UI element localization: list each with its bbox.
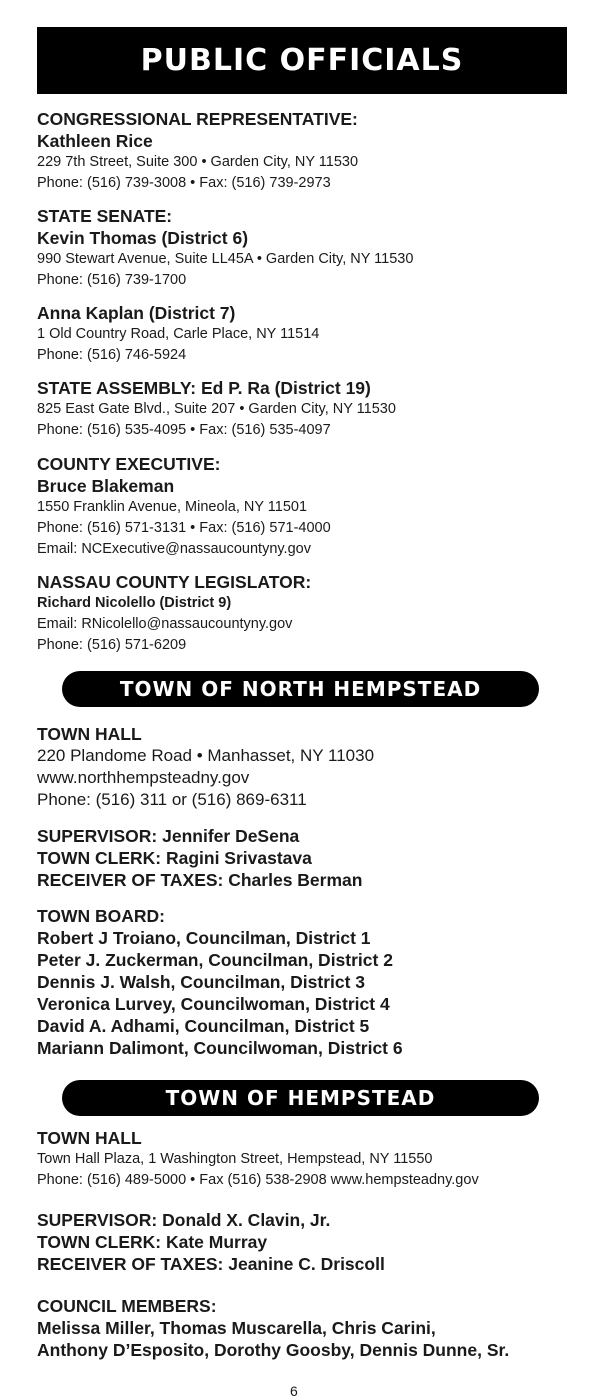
address: 220 Plandome Road • Manhasset, NY 11030 [37,746,375,765]
section-title: TOWN OF HEMPSTEAD [165,1086,436,1110]
board-member: Veronica Lurvey, Councilwoman, District 4 [37,994,390,1014]
board-member: Peter J. Zuckerman, Councilman, District 2 [37,950,393,970]
receiver-of-taxes: RECEIVER OF TAXES: Jeanine C. Driscoll [37,1254,385,1274]
town-clerk: TOWN CLERK: Ragini Srivastava [37,848,312,868]
board-member: Mariann Dalimont, Councilwoman, District 6 [37,1038,403,1058]
hempstead-banner [62,1080,539,1116]
senate-section [37,205,577,291]
h-officers [37,1209,577,1275]
section-heading: NASSAU COUNTY LEGISLATOR: [37,572,312,592]
assembly-section [37,377,577,441]
section-heading: STATE SENATE: [37,206,173,226]
nh-town-hall [37,723,577,811]
h-council [37,1295,577,1361]
address: 1550 Franklin Avenue, Mineola, NY 11501 [37,499,308,515]
title-banner [37,27,567,94]
phone: Phone: (516) 739-3008 • Fax: (516) 739-2973 [37,175,331,191]
board-member: David A. Adhami, Councilman, District 5 [37,1016,370,1036]
north-hempstead-banner [62,671,539,707]
supervisor: SUPERVISOR: Jennifer DeSena [37,826,300,846]
nh-town-board [37,905,577,1059]
phone: Phone: (516) 571-3131 • Fax: (516) 571-4000 [37,520,331,536]
phone: Phone: (516) 571-6209 [37,637,187,653]
address: 229 7th Street, Suite 300 • Garden City, NY 11530 [37,154,359,170]
phone: Phone: (516) 535-4095 • Fax: (516) 535-4097 [37,422,331,438]
address: 825 East Gate Blvd., Suite 207 • Garden City, NY 11530 [37,401,396,417]
official-name: Bruce Blakeman [37,476,175,496]
official-name: Kathleen Rice [37,131,153,151]
phone: Phone: (516) 739-1700 [37,272,187,288]
email: Email: NCExecutive@nassaucountyny.gov [37,541,311,557]
nh-officers [37,825,577,891]
address: 990 Stewart Avenue, Suite LL45A • Garden City, NY 11530 [37,251,414,267]
senate-section-2 [37,302,577,366]
phone: Phone: (516) 489-5000 • Fax (516) 538-2908 www.hempsteadny.gov [37,1172,479,1188]
section-heading: TOWN HALL [37,1128,142,1148]
section-heading: TOWN BOARD: [37,906,165,926]
section-heading: TOWN HALL [37,724,142,744]
legislator-section [37,571,577,656]
page-number: 6 [290,1383,298,1399]
council-members: Anthony D’Esposito, Dorothy Goosby, Dennis Dunne, Sr. [37,1340,510,1360]
supervisor: SUPERVISOR: Donald X. Clavin, Jr. [37,1210,331,1230]
section-heading: COUNCIL MEMBERS: [37,1296,217,1316]
county-exec-section [37,453,577,560]
address: Town Hall Plaza, 1 Washington Street, Hempstead, NY 11550 [37,1151,433,1167]
official-name: Anna Kaplan (District 7) [37,303,236,323]
phone: Phone: (516) 746-5924 [37,347,187,363]
email: Email: RNicolello@nassaucountyny.gov [37,616,293,632]
page-title: PUBLIC OFFICIALS [140,43,464,78]
receiver-of-taxes: RECEIVER OF TAXES: Charles Berman [37,870,363,890]
address: 1 Old Country Road, Carle Place, NY 11514 [37,326,320,342]
h-town-hall [37,1127,577,1191]
section-heading: CONGRESSIONAL REPRESENTATIVE: [37,109,358,129]
section-heading: STATE ASSEMBLY: Ed P. Ra (District 19) [37,378,371,398]
congress-section [37,108,577,194]
board-member: Dennis J. Walsh, Councilman, District 3 [37,972,366,992]
council-members: Melissa Miller, Thomas Muscarella, Chris Carini, [37,1318,436,1338]
official-name: Richard Nicolello (District 9) [37,595,232,611]
phone: Phone: (516) 311 or (516) 869-6311 [37,790,307,809]
board-member: Robert J Troiano, Councilman, District 1 [37,928,371,948]
section-title: TOWN OF NORTH HEMPSTEAD [119,677,482,701]
website: www.northhempsteadny.gov [37,768,250,787]
official-name: Kevin Thomas (District 6) [37,228,249,248]
town-clerk: TOWN CLERK: Kate Murray [37,1232,268,1252]
section-heading: COUNTY EXECUTIVE: [37,454,221,474]
